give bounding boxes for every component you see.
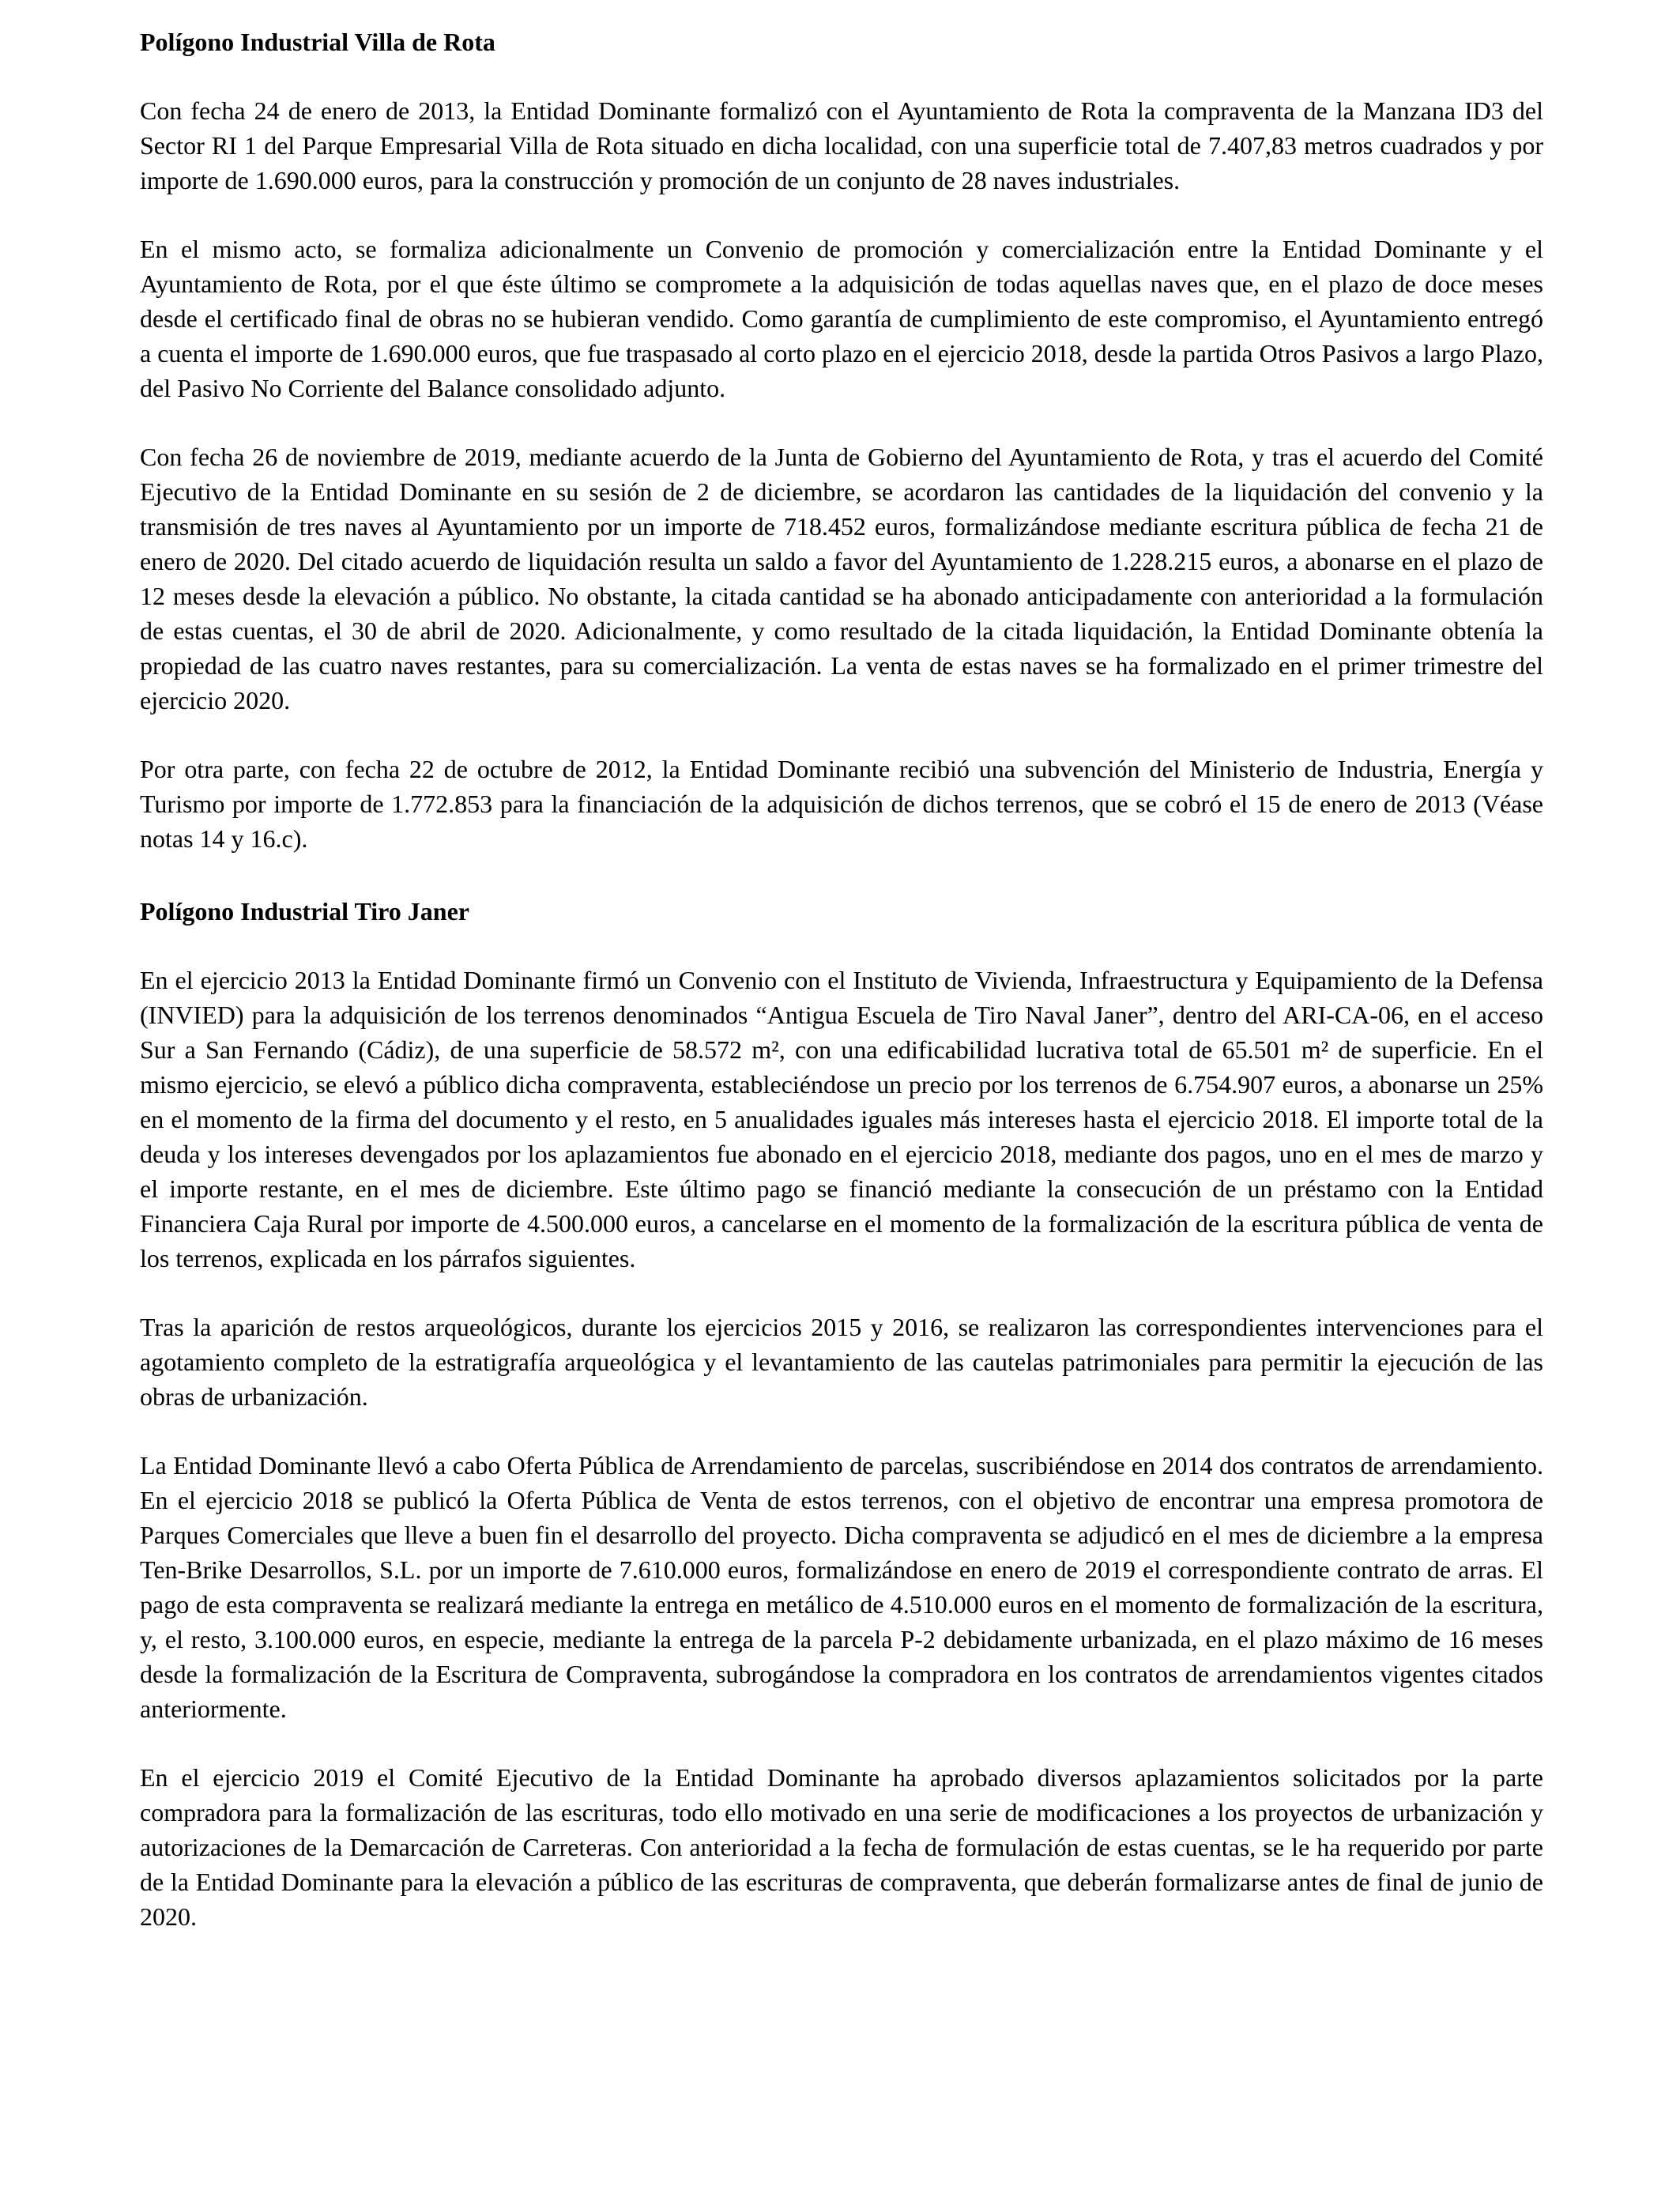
paragraph-rota-convenio: En el mismo acto, se formaliza adicionalmente un Convenio de promoción y comercialización entre la Entidad Dominante y el Ayuntamiento de Rota, por el que éste último se compromete a la adquisición de todas aquellas naves que, en el plazo de doce meses desde el certificado final de obras no se hubieran vendido. Como garantía de cumplimiento de este compromiso, el Ayuntamiento entregó a cuenta el importe de 1.690.000 euros, que fue traspasado al corto plazo en el ejercicio 2018, desde la partida Otros Pasivos a largo Plazo, del Pasivo No Corriente del Balance consolidado adjunto. (140, 235, 1543, 402)
section-heading-villa-de-rota: Polígono Industrial Villa de Rota (140, 28, 495, 56)
paragraph-janer-arrendamiento: La Entidad Dominante llevó a cabo Oferta Pública de Arrendamiento de parcelas, suscribiéndose en 2014 dos contratos de arrendamiento. En el ejercicio 2018 se publicó la Oferta Pública de Venta de estos terrenos, con el objetivo de encontrar una empresa promotora de Parques Comerciales que lleve a buen fin el desarrollo del proyecto. Dicha compraventa se adjudicó en el mes de diciembre a la empresa Ten-Brike Desarrollos, S.L. por un importe de 7.610.000 euros, formalizándose en enero de 2019 el correspondiente contrato de arras. El pago de esta compraventa se realizará mediante la entrega en metálico de 4.510.000 euros en el momento de formalización de la escritura, y, el resto, 3.100.000 euros, en especie, mediante la entrega de la parcela P-2 debidamente urbanizada, en el plazo máximo de 16 meses desde la formalización de la Escritura de Compraventa, subrogándose la compradora en los contratos de arrendamientos vigentes citados anteriormente. (140, 1451, 1543, 1723)
paragraph-rota-compraventa: Con fecha 24 de enero de 2013, la Entidad Dominante formalizó con el Ayuntamiento de Rota la compraventa de la Manzana ID3 del Sector RI 1 del Parque Empresarial Villa de Rota situado en dicha localidad, con una superficie total de 7.407,83 metros cuadrados y por importe de 1.690.000 euros, para la construcción y promoción de un conjunto de 28 naves industriales. (140, 96, 1543, 194)
paragraph-janer-convenio: En el ejercicio 2013 la Entidad Dominante firmó un Convenio con el Instituto de Vivienda, Infraestructura y Equipamiento de la Defensa (INVIED) para la adquisición de los terrenos denominados “Antigua Escuela de Tiro Naval Janer”, dentro del ARI-CA-06, en el acceso Sur a San Fernando (Cádiz), de una superficie de 58.572 m², con una edificabilidad lucrativa total de 65.501 m² de superficie. En el mismo ejercicio, se elevó a público dicha compraventa, estableciéndose un precio por los terrenos de 6.754.907 euros, a abonarse un 25% en el momento de la firma del documento y el resto, en 5 anualidades iguales más intereses hasta el ejercicio 2018. El importe total de la deuda y los intereses devengados por los aplazamientos fue abonado en el ejercicio 2018, mediante dos pagos, uno en el mes de marzo y el importe restante, en el mes de diciembre. Este último pago se financió mediante la consecución de un préstamo con la Entidad Financiera Caja Rural por importe de 4.500.000 euros, a cancelarse en el momento de la formalización de la escritura pública de venta de los terrenos, explicada en los párrafos siguientes. (140, 966, 1543, 1272)
paragraph-rota-liquidacion: Con fecha 26 de noviembre de 2019, mediante acuerdo de la Junta de Gobierno del Ayuntamiento de Rota, y tras el acuerdo del Comité Ejecutivo de la Entidad Dominante en su sesión de 2 de diciembre, se acordaron las cantidades de la liquidación del convenio y la transmisión de tres naves al Ayuntamiento por un importe de 718.452 euros, formalizándose mediante escritura pública de fecha 21 de enero de 2020. Del citado acuerdo de liquidación resulta un saldo a favor del Ayuntamiento de 1.228.215 euros, a abonarse en el plazo de 12 meses desde la elevación a público. No obstante, la citada cantidad se ha abonado anticipadamente con anterioridad a la formulación de estas cuentas, el 30 de abril de 2020. Adicionalmente, y como resultado de la citada liquidación, la Entidad Dominante obtenía la propiedad de las cuatro naves restantes, para su comercialización. La venta de estas naves se ha formalizado en el primer trimestre del ejercicio 2020. (140, 443, 1543, 714)
document-page (140, 21, 1543, 1934)
paragraph-rota-subvencion: Por otra parte, con fecha 22 de octubre de 2012, la Entidad Dominante recibió una subvención del Ministerio de Industria, Energía y Turismo por importe de 1.772.853 para la financiación de la adquisición de dichos terrenos, que se cobró el 15 de enero de 2013 (Véase notas 14 y 16.c). (140, 755, 1543, 853)
paragraph-janer-arqueologia: Tras la aparición de restos arqueológicos, durante los ejercicios 2015 y 2016, se realizaron las correspondientes intervenciones para el agotamiento completo de la estratigrafía arqueológica y el levantamiento de las cautelas patrimoniales para permitir la ejecución de las obras de urbanización. (140, 1313, 1543, 1411)
paragraph-janer-aplazamientos: En el ejercicio 2019 el Comité Ejecutivo de la Entidad Dominante ha aprobado diversos aplazamientos solicitados por la parte compradora para la formalización de las escrituras, todo ello motivado en una serie de modificaciones a los proyectos de urbanización y autorizaciones de la Demarcación de Carreteras. Con anterioridad a la fecha de formulación de estas cuentas, se le ha requerido por parte de la Entidad Dominante para la elevación a público de las escrituras de compraventa, que deberán formalizarse antes de final de junio de 2020. (140, 1763, 1543, 1931)
section-heading-tiro-janer: Polígono Industrial Tiro Janer (140, 897, 469, 925)
